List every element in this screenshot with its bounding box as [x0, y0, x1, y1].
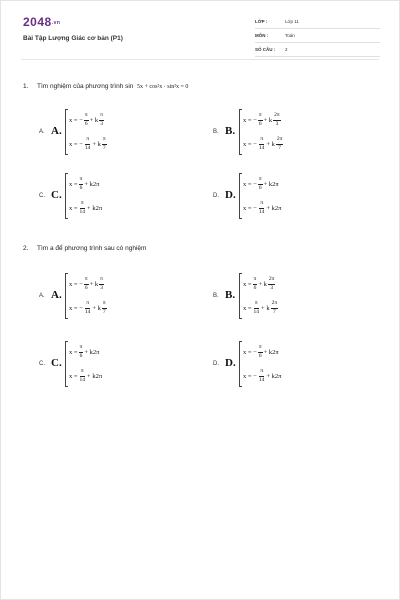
option-label: A.: [51, 289, 62, 301]
equation-line: x = − $\frac{\pi}{14}$ + k $\frac{2\pi}{7}$: [243, 136, 283, 151]
equation-line: x = $\frac{\pi}{6}$ + k2π: [69, 344, 100, 359]
option-label: B.: [225, 125, 236, 137]
equation-line: x = − $\frac{\pi}{14}$ + k2π: [243, 368, 282, 383]
meta-question-count: SỐ CÂU : 2: [255, 47, 380, 52]
option-letter: D.: [213, 361, 219, 367]
fraction: $\frac{\pi}{6}$: [84, 112, 88, 127]
equation-system: [239, 273, 279, 319]
equation-line: x = $\frac{\pi}{6}$ + k $\frac{2\pi}{3}$: [243, 276, 275, 291]
fraction: $\frac{\pi}{6}$: [258, 344, 262, 359]
equation-line: x = − $\frac{\pi}{14}$ + k $\frac{\pi}{7}$: [69, 136, 106, 151]
option-label: A.: [51, 125, 62, 137]
question-2: 2. Tìm a để phương trình sau có nghiệm: [23, 245, 147, 252]
option-letter: A.: [39, 129, 45, 135]
meta-subject: MÔN : Toán: [255, 33, 380, 38]
option-label: D.: [225, 357, 236, 369]
question-1: 1. Tìm nghiệm của phương trình sin 5x + cos²x · sin²x = 0: [23, 83, 189, 90]
option-label: B.: [225, 289, 236, 301]
equation-system: [239, 109, 284, 155]
option-letter: D.: [213, 193, 219, 199]
site-logo[interactable]: 2048.vn: [23, 15, 61, 29]
fraction: $\frac{\pi}{6}$: [79, 176, 83, 191]
option-label: C.: [51, 189, 62, 201]
fraction: $\frac{2\pi}{7}$: [276, 136, 283, 151]
equation-line: x = − $\frac{\pi}{6}$ + k $\frac{\pi}{3}$: [69, 112, 103, 127]
fraction: $\frac{\pi}{14}$: [79, 200, 86, 215]
option-letter: B.: [213, 129, 219, 135]
fraction: $\frac{\pi}{7}$: [102, 136, 106, 151]
fraction: $\frac{\pi}{6}$: [84, 276, 88, 291]
equation-line: x = − $\frac{\pi}{6}$ + k $\frac{2\pi}{3}$: [243, 112, 280, 127]
equation-system: [65, 109, 108, 155]
equation-line: x = − $\frac{\pi}{6}$ + k $\frac{\pi}{3}$: [69, 276, 103, 291]
fraction: $\frac{2\pi}{7}$: [271, 300, 278, 315]
fraction: $\frac{\pi}{3}$: [100, 112, 103, 127]
equation-line: x = − $\frac{\pi}{14}$ + k2π: [243, 200, 282, 215]
equation-line: x = − $\frac{\pi}{6}$ + k2π: [243, 344, 279, 359]
fraction: $\frac{\pi}{6}$: [79, 344, 83, 359]
equation-line: x = $\frac{\pi}{14}$ + k2π: [69, 368, 103, 383]
fraction: $\frac{\pi}{14}$: [258, 368, 265, 383]
fraction: $\frac{\pi}{6}$: [258, 176, 262, 191]
equation-system: [65, 341, 102, 387]
worksheet-title: Bài Tập Lượng Giác cơ bản (P1): [23, 35, 123, 42]
equation-system: [65, 273, 108, 319]
fraction: $\frac{\pi}{14}$: [79, 368, 86, 383]
option-letter: C.: [39, 193, 45, 199]
option-letter: A.: [39, 293, 45, 299]
equation-line: x = − $\frac{\pi}{6}$ + k2π: [243, 176, 279, 191]
fraction: $\frac{\pi}{14}$: [253, 300, 260, 315]
option-letter: C.: [39, 361, 45, 367]
meta-class: LỚP : Lớp 11: [255, 19, 380, 24]
fraction: $\frac{\pi}{14}$: [84, 136, 91, 151]
equation-system: [239, 173, 281, 219]
fraction: $\frac{\pi}{6}$: [253, 276, 257, 291]
header-divider: [21, 59, 379, 60]
fraction: $\frac{\pi}{14}$: [258, 200, 265, 215]
equation-line: x = $\frac{\pi}{14}$ + k $\frac{2\pi}{7}$: [243, 300, 278, 315]
fraction: $\frac{\pi}{6}$: [258, 112, 262, 127]
fraction: $\frac{\pi}{14}$: [258, 136, 265, 151]
equation-system: [239, 341, 281, 387]
equation-system: [65, 173, 102, 219]
option-letter: B.: [213, 293, 219, 299]
option-label: D.: [225, 189, 236, 201]
fraction: $\frac{\pi}{14}$: [84, 300, 91, 315]
fraction: $\frac{2\pi}{3}$: [268, 276, 275, 291]
option-label: C.: [51, 357, 62, 369]
fraction: $\frac{\pi}{3}$: [100, 276, 103, 291]
equation-line: x = − $\frac{\pi}{14}$ + k $\frac{\pi}{7}$: [69, 300, 106, 315]
fraction: $\frac{2\pi}{3}$: [274, 112, 280, 127]
equation-line: x = $\frac{\pi}{14}$ + k2π: [69, 200, 103, 215]
equation-line: x = $\frac{\pi}{6}$ + k2π: [69, 176, 100, 191]
fraction: $\frac{\pi}{7}$: [102, 300, 106, 315]
